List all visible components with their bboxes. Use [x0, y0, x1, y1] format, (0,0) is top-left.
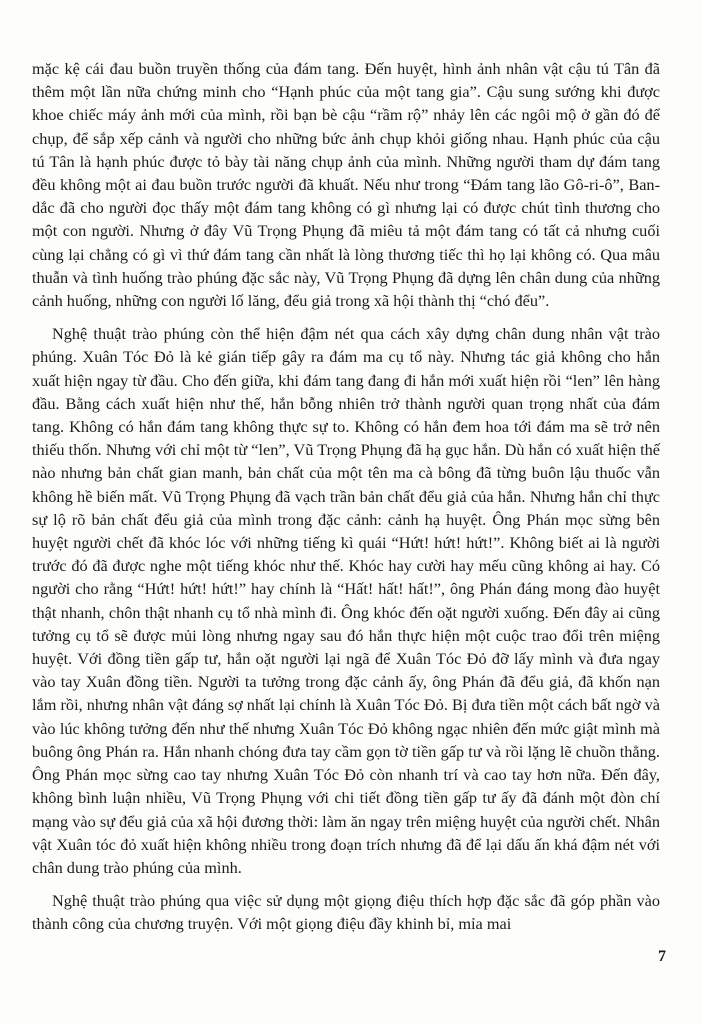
paragraph-2: Nghệ thuật trào phúng còn thể hiện đậm nét qua cách xây dựng chân dung nhân vật trào phúng. Xuân Tóc Đỏ là kẻ gián tiếp gây ra đám ma cụ tổ này. Nhưng tác giả không cho hắn xuất hiện ngay từ đầu. Cho đến giữa, khi đám tang đang đi hắn mới xuất hiện rồi “len” lên hàng đầu. Bằng cách xuất hiện như thế, hắn bỗng nhiên trở thành người quan trọng nhất của đám tang. Không có hắn đám tang không thực sự to. Không có hắn đem hoa tới đám ma sẽ trở nên thiếu thốn. Nhưng với chỉ một từ “len”, Vũ Trọng Phụng đã hạ gục hắn. Dù hắn có xuất hiện thế nào nhưng bản chất gian manh, bản chất của một tên ma cà bông đã từng buôn lậu thuốc vẫn không hề biến mất. Vũ Trọng Phụng đã vạch trần bản chất đểu giả của hắn. Nhưng hắn chỉ thực sự lộ rõ bản chất đểu giả của mình trong đặc cảnh: cảnh hạ huyệt. Ông Phán mọc sừng bên huyệt người chết đã khóc lóc với những tiếng kì quái “Hứt! hứt! hứt!”. Không biết ai là người trước đó đã được nghe một tiếng khóc như thế. Khóc hay cười hay mếu cũng không ai hay. Có người cho rằng “Hứt! hứt! hứt!” hay chính là “Hất! hất! hất!”, ông Phán đáng mong đào huyệt thật nhanh, chôn thật nhanh cụ tổ nhà mình đi. Ông khóc đến oặt người xuống. Đến đây ai cũng tưởng cụ tổ sẽ được mủi lòng nhưng ngay sau đó hắn thực hiện một cuộc trao đổi trên miệng huyệt. Với đồng tiền gấp tư, hắn oặt người lại ngã để Xuân Tóc Đỏ đỡ lấy mình và đưa ngay vào tay Xuân đồng tiền. Người ta tưởng trong đặc cảnh ấy, ông Phán đã đểu giả, đã khốn nạn lắm rồi, nhưng nhân vật đáng sợ nhất lại chính là Xuân Tóc Đỏ. Bị đưa tiền một cách bất ngờ và vào lúc không tưởng đến như thế nhưng Xuân Tóc Đỏ không ngạc nhiên đến mức giật mình mà buông ông Phán ra. Hắn nhanh chóng đưa tay cầm gọn tờ tiền gấp tư và rồi lặng lẽ chuồn thẳng. Ông Phán mọc sừng cao tay nhưng Xuân Tóc Đỏ còn nhanh trí và cao tay hơn nữa. Đến đây, không bình luận nhiều, Vũ Trọng Phụng với chi tiết đồng tiền gấp tư ấy đã đánh một đòn chí mạng vào sự đểu giả của xã hội đương thời: làm ăn ngay trên miệng huyệt của người chết. Nhân vật Xuân tóc đỏ xuất hiện không nhiều trong đoạn trích nhưng đã để lại dấu ấn khá đậm nét với chân dung trào phúng của mình. — [32, 324, 660, 877]
paragraph-3: Nghệ thuật trào phúng qua việc sử dụng một giọng điệu thích hợp đặc sắc đã góp phần vào thành công của chương truyện. Với một giọng điệu đầy khinh bỉ, mỉa mai — [32, 891, 660, 934]
page-number: 7 — [658, 948, 666, 965]
paragraph-1: mặc kệ cái đau buồn truyền thống của đám tang. Đến huyệt, hình ảnh nhân vật cậu tú Tân đã thêm một lần nữa chứng minh cho “Hạnh phúc của một tang gia”. Cậu sung sướng khi được khoe chiếc máy ảnh mới của mình, rồi bạn bè cậu “rầm rộ” nhảy lên các ngôi mộ ở gần đó để chụp, để sắp xếp cảnh và người cho những bức ảnh chụp khỏi giống nhau. Hạnh phúc của cậu tú Tân là hạnh phúc được tỏ bày tài năng chụp ảnh của mình. Những người tham dự đám tang đều không một ai đau buồn trước người đã khuất. Nếu như trong “Đám tang lão Gô-ri-ô”, Ban-dắc đã cho người đọc thấy một đám tang không có gì nhưng lại có được chút tình thương cho một con người. Nhưng ở đây Vũ Trọng Phụng đã miêu tả một đám tang có tất cả nhưng cuối cùng lại chẳng có gì vì thứ đám tang cần nhất là lòng thương tiếc thì họ lại không có. Qua mâu thuẫn và tình huống trào phúng đặc sắc này, Vũ Trọng Phụng đã dựng lên chân dung của những cảnh huống, những con người lố lăng, đểu giả trong xã hội thành thị “chó đểu”. — [32, 59, 660, 311]
page-body — [32, 57, 660, 946]
